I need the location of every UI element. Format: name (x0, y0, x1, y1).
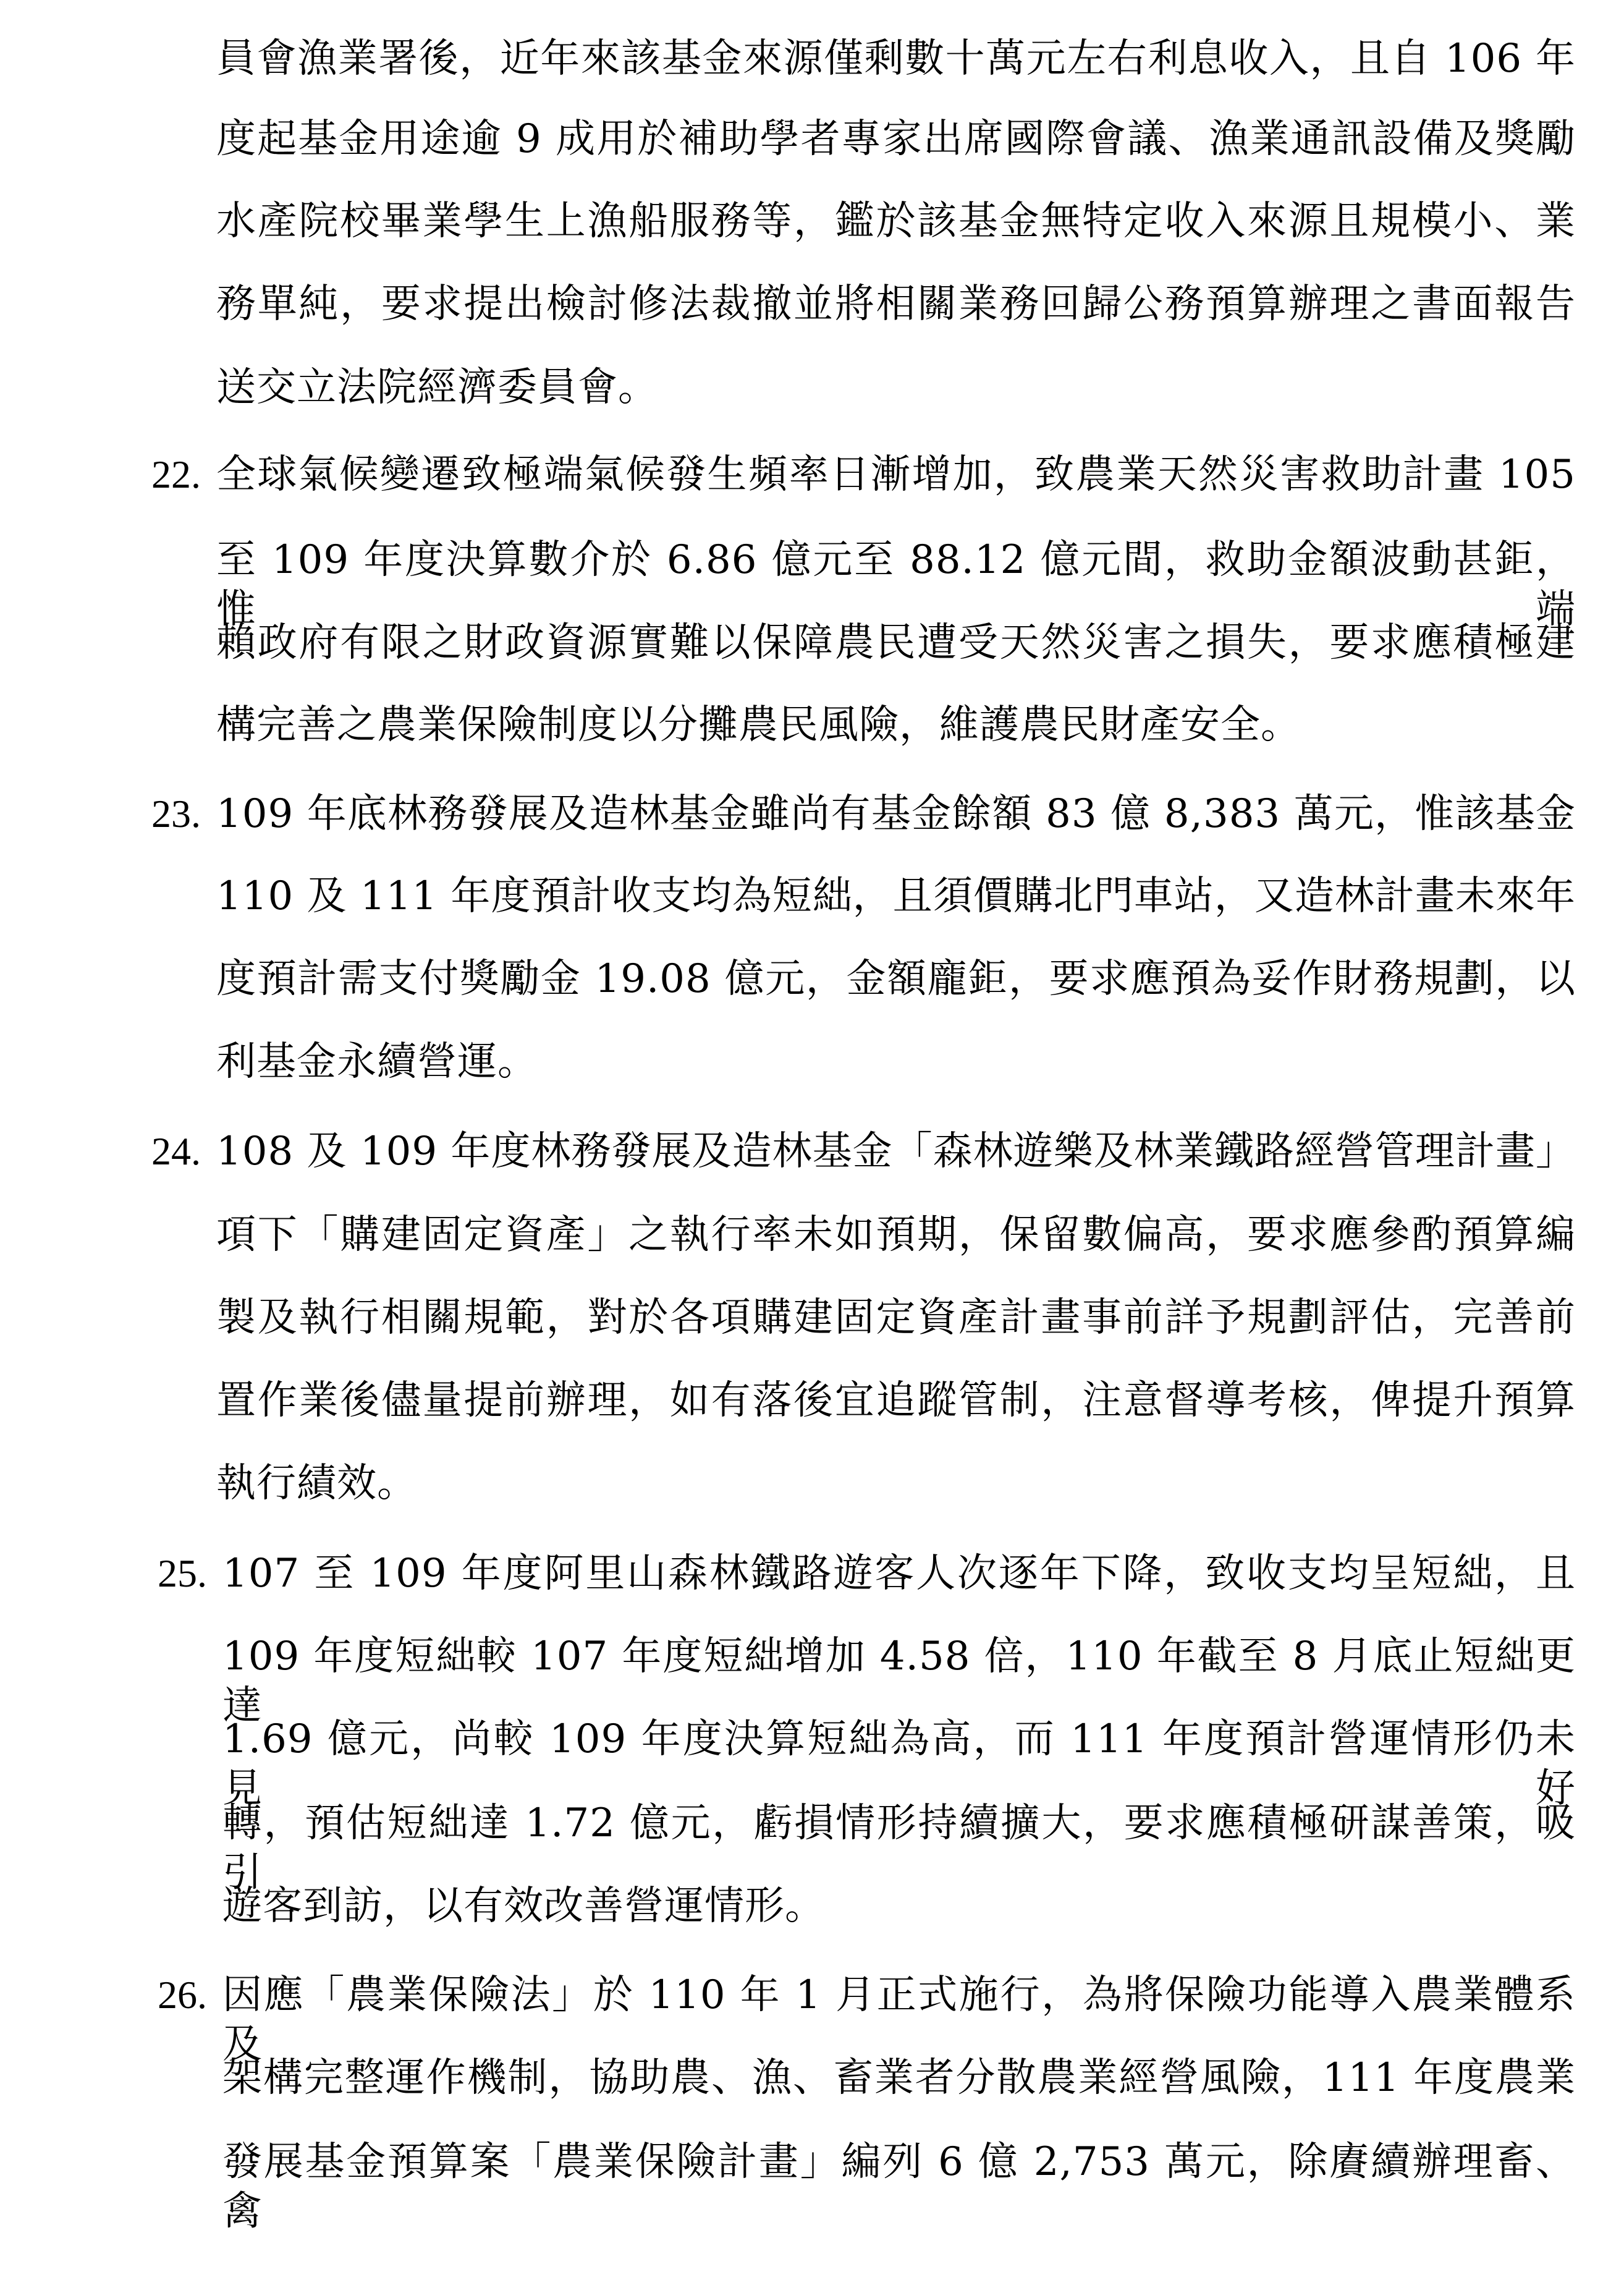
item-26-line-3: 發展基金預算案「農業保險計畫」編列 6 億 2,753 萬元，除賡續辦理畜、禽 (222, 2139, 1576, 2234)
item-23-line-1: 109 年底林務發展及造林基金雖尚有基金餘額 83 億 8,383 萬元，惟該基金 (216, 791, 1576, 837)
item-24-line-2: 項下「購建固定資產」之執行率未如預期，保留數偏高，要求應參酌預算編 (216, 1212, 1576, 1258)
item-25-number: 25. (158, 1551, 207, 1595)
item-22-line-2: 至 109 年度決算數介於 6.86 億元至 88.12 億元間，救助金額波動甚鉅，惟端 (216, 537, 1576, 632)
item-23-line-3: 度預計需支付獎勵金 19.08 億元，金額龐鉅，要求應預為妥作財務規劃，以 (216, 956, 1576, 1002)
item-24-line-4: 置作業後儘量提前辦理，如有落後宜追蹤管制，注意督導考核，俾提升預算 (216, 1378, 1576, 1423)
continuation-line-4: 務單純，要求提出檢討修法裁撤並將相關業務回歸公務預算辦理之書面報告 (216, 281, 1576, 327)
item-26-number: 26. (158, 1973, 207, 2017)
item-22-line-3: 賴政府有限之財政資源實難以保障農民遭受天然災害之損失，要求應積極建 (216, 620, 1576, 666)
continuation-line-3: 水產院校畢業學生上漁船服務等，鑑於該基金無特定收入來源且規模小、業 (216, 198, 1576, 244)
item-23-number: 23. (151, 792, 201, 836)
continuation-line-5: 送交立法院經濟委員會。 (216, 365, 658, 410)
item-22-number: 22. (151, 452, 201, 496)
item-24-number: 24. (151, 1129, 201, 1173)
item-26-line-1: 因應「農業保險法」於 110 年 1 月正式施行，為將保險功能導入農業體系及 (222, 1972, 1576, 2067)
item-23-line-4: 利基金永續營運。 (216, 1039, 538, 1085)
item-24-line-3: 製及執行相關規範，對於各項購建固定資產計畫事前詳予規劃評估，完善前 (216, 1295, 1576, 1341)
item-24-line-5: 執行績效。 (216, 1460, 417, 1506)
item-26-line-2: 架構完整運作機制，協助農、漁、畜業者分散農業經營風險，111 年度農業 (222, 2055, 1576, 2101)
item-25-line-3: 1.69 億元，尚較 109 年度決算短絀為高，而 111 年度預計營運情形仍未見好 (222, 1716, 1576, 1812)
item-23-line-2: 110 及 111 年度預計收支均為短絀，且須價購北門車站，又造林計畫未來年 (216, 873, 1576, 919)
continuation-line-2: 度起基金用途逾 9 成用於補助學者專家出席國際會議、漁業通訊設備及獎勵 (216, 116, 1576, 162)
item-25-line-4: 轉，預估短絀達 1.72 億元，虧損情形持續擴大，要求應積極研謀善策，吸引 (222, 1800, 1576, 1896)
item-25-line-2: 109 年度短絀較 107 年度短絀增加 4.58 倍，110 年截至 8 月底止短絀更達 (222, 1634, 1576, 1729)
item-22-line-4: 構完善之農業保險制度以分攤農民風險，維護農民財產安全。 (216, 702, 1301, 748)
item-22-line-1: 全球氣候變遷致極端氣候發生頻率日漸增加，致農業天然災害救助計畫 105 (216, 452, 1576, 498)
item-25-line-1: 107 至 109 年度阿里山森林鐵路遊客人次逐年下降，致收支均呈短絀，且 (222, 1551, 1576, 1596)
continuation-line-1: 員會漁業署後，近年來該基金來源僅剩數十萬元左右利息收入，且自 106 年 (216, 36, 1576, 82)
item-24-line-1: 108 及 109 年度林務發展及造林基金「森林遊樂及林業鐵路經營管理計畫」 (216, 1129, 1576, 1174)
item-25-line-5: 遊客到訪，以有效改善營運情形。 (222, 1883, 825, 1929)
